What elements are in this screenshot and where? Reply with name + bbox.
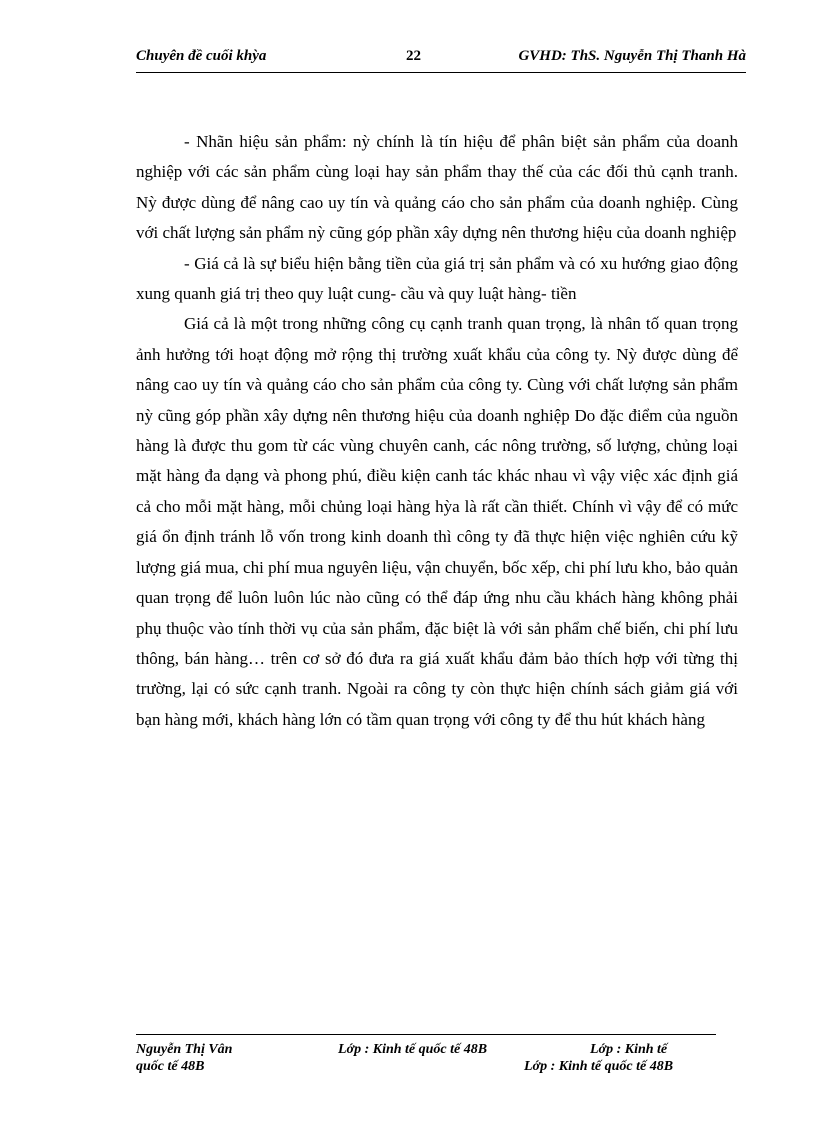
page-header xyxy=(136,48,746,70)
body-content xyxy=(136,127,738,735)
class-label: Lớp : Kinh tế quốc tế 48B xyxy=(524,1059,674,1074)
class-label: Lớp : Kinh tế quốc tế 48B xyxy=(338,1042,488,1057)
header-rule xyxy=(136,72,746,73)
paragraph: - Nhãn hiệu sản phẩm: nỳ chính là tín hiệu để phân biệt sản phẩm của doanh nghiệp với các sản phẩm cùng loại hay sản phẩm thay thế của các đối thủ cạnh tranh. Nỳ được dùng để nâng cao uy tín và quảng cáo cho sản phẩm của doanh nghiệp. Cùng với chất lượng sản phẩm nỳ cũng góp phần xây dựng nên thương hiệu của doanh nghiệp xyxy=(136,132,738,243)
class-label: Lớp : Kinh tế xyxy=(590,1042,668,1057)
paragraph: - Giá cả là sự biểu hiện bằng tiền của giá trị sản phẩm và có xu hướng giao động xung quanh giá trị theo quy luật cung- cầu và quy luật hàng- tiền xyxy=(136,253,738,304)
supervisor-name: GVHD: ThS. Nguyễn Thị Thanh Hà xyxy=(518,48,746,64)
page-number: 22 xyxy=(406,48,421,64)
footer-rule xyxy=(136,1034,716,1035)
document-title: Chuyên đề cuối khỳa xyxy=(136,48,267,64)
author-name: Nguyễn Thị Vân xyxy=(136,1042,233,1057)
paragraph: Giá cả là một trong những công cụ cạnh tranh quan trọng, là nhân tố quan trọng ảnh hưởng tới hoạt động mở rộng thị trường xuất khẩu của công ty. Nỳ được dùng để nâng cao uy tín và quảng cáo cho sản phẩm của công ty. Cùng với chất lượng sản phẩm nỳ cũng góp phần xây dựng nên thương hiệu của doanh nghiệp Do đặc điểm của nguồn hàng là được thu gom từ các vùng chuyên canh, các nông trường, số lượng, chủng loại mặt hàng đa dạng và phong phú, điều kiện canh tác khác nhau vì vậy việc xác định giá cả cho mỗi mặt hàng, mỗi chủng loại hàng hỳa là rất cần thiết. Chính vì vậy để có mức giá ổn định tránh lỗ vốn trong kinh doanh thì công ty đã thực hiện việc nghiên cứu kỹ lượng giá mua, chi phí mua nguyên liệu, vận chuyển, bốc xếp, chi phí lưu kho, bảo quản quan trọng để luôn luôn lúc nào cũng có thể đáp ứng nhu cầu khách hàng không phải phụ thuộc vào tính thời vụ của sản phẩm, đặc biệt là với sản phẩm chế biến, chi phí lưu thông, bán hàng… trên cơ sở đó đưa ra giá xuất khẩu đảm bảo thích hợp với từng thị trường, lại có sức cạnh tranh. Ngoài ra công ty còn thực hiện chính sách giảm giá với bạn hàng mới, khách hàng lớn có tầm quan trọng với công ty để thu hút khách hàng xyxy=(136,314,738,729)
class-label-continued: quốc tế 48B xyxy=(136,1059,205,1074)
